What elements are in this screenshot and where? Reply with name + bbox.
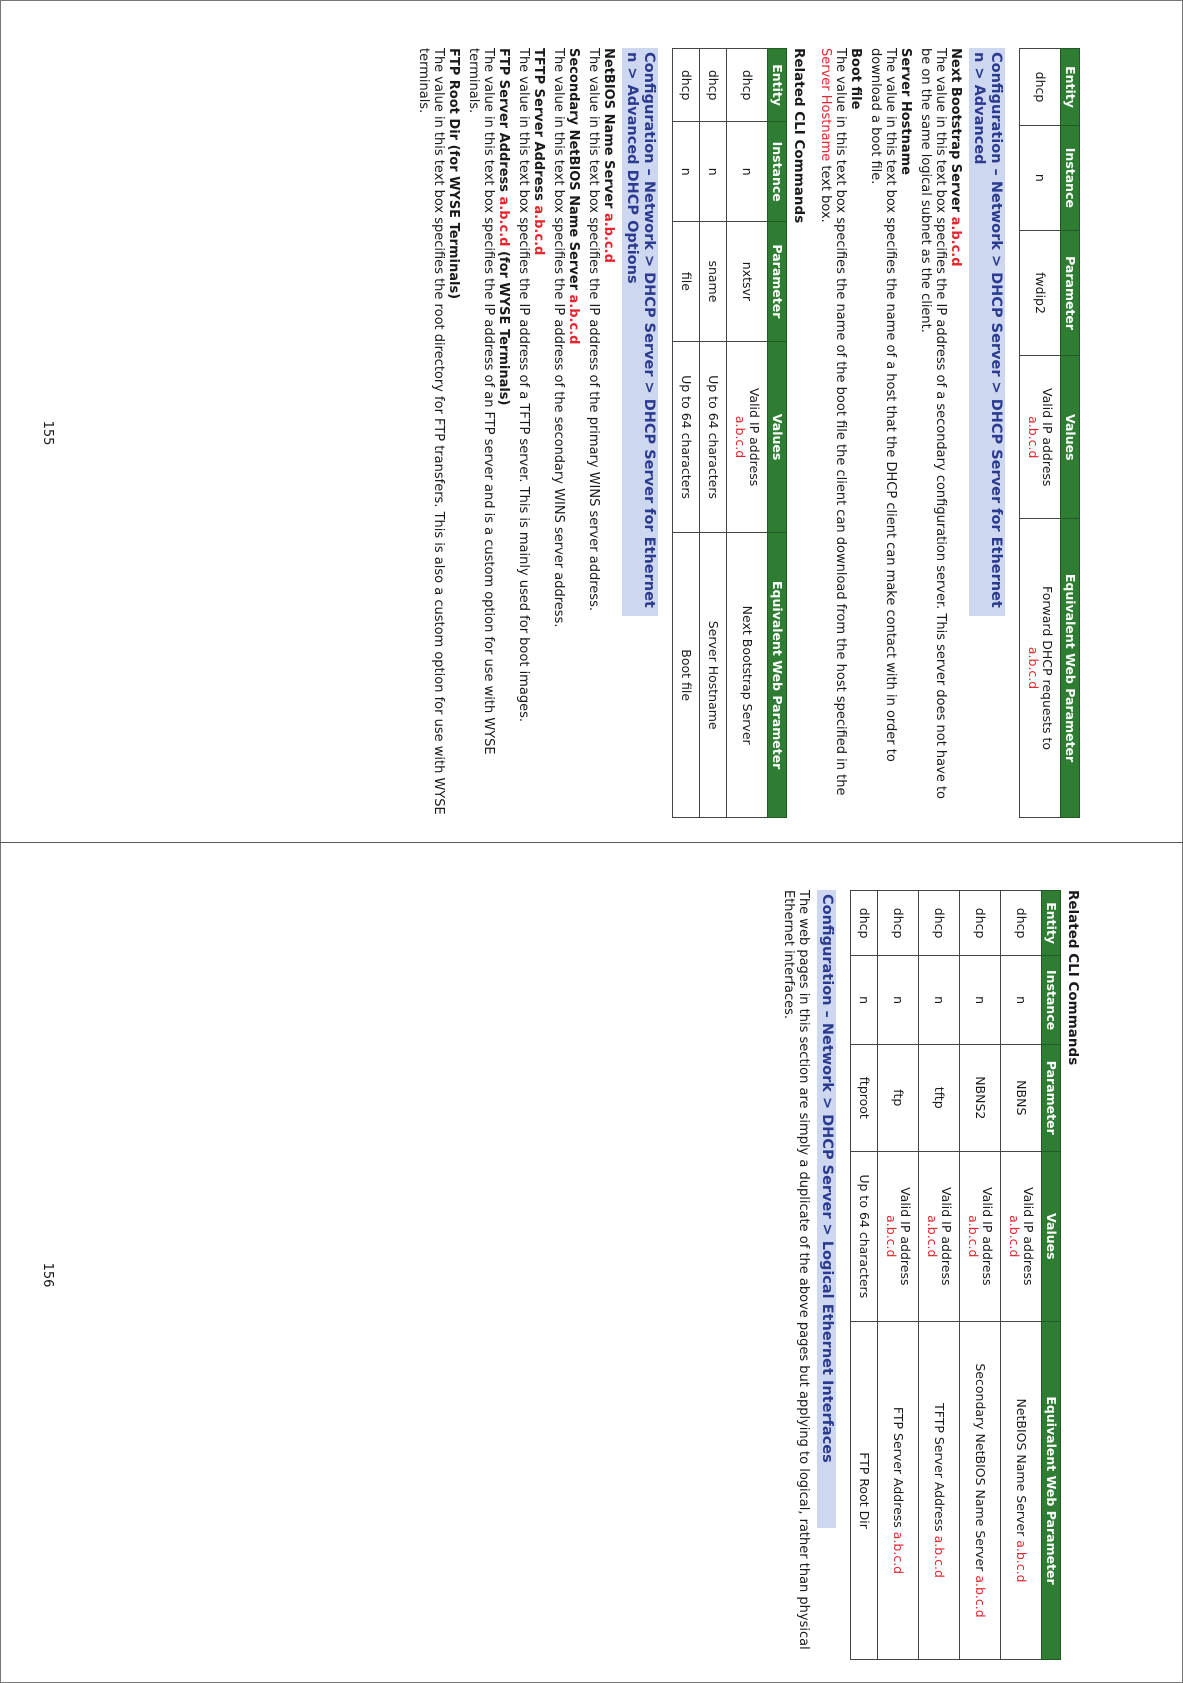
cell-values: Up to 64 characters bbox=[851, 1151, 878, 1321]
table-row bbox=[878, 891, 919, 1660]
values-ip: a.b.c.d bbox=[1007, 1215, 1022, 1258]
netbios-title bbox=[601, 48, 616, 818]
cell-values bbox=[919, 1151, 960, 1321]
values-text: Valid IP address bbox=[1040, 388, 1055, 487]
table-row bbox=[851, 891, 878, 1660]
header-parameter: Parameter bbox=[1061, 230, 1080, 356]
cell-values bbox=[878, 1151, 919, 1321]
cell-instance: n bbox=[919, 956, 960, 1045]
cell-entity: dhcp bbox=[960, 891, 1001, 956]
web-text: Forward DHCP requests to bbox=[1040, 586, 1055, 751]
secondary-netbios-title bbox=[566, 48, 581, 818]
cell-parameter: NBNS bbox=[1001, 1045, 1042, 1152]
ftp-root-title: FTP Root Dir (for WYSE Terminals) bbox=[446, 48, 461, 300]
section-heading-dhcp-options: Configuration – Network > DHCP Server > DHCP Server for Ethernet n > Advanced DHCP Options bbox=[622, 48, 658, 616]
cell-parameter: sname bbox=[700, 222, 727, 342]
cell-parameter: ftp bbox=[878, 1045, 919, 1152]
cell-values bbox=[1001, 1151, 1042, 1321]
logical-interfaces-text: The web pages in this section are simply a duplicate of the above pages but applying to logical, rather than physical Ethernet interfaces. bbox=[781, 890, 811, 1650]
values-text: Valid IP address bbox=[980, 1187, 995, 1286]
cell-web bbox=[878, 1322, 919, 1660]
header-instance: Instance bbox=[768, 122, 787, 222]
secondary-netbios-text: The value in this text box specifies the IP address of the secondary WINS server address. bbox=[551, 48, 566, 628]
cell-entity: dhcp bbox=[673, 49, 700, 122]
server-hostname-title: Server Hostname bbox=[898, 48, 913, 175]
boot-file-text bbox=[818, 48, 848, 818]
table-row bbox=[1020, 49, 1061, 818]
boot-file-text-b: text box. bbox=[818, 165, 833, 223]
title-suffix: (for WYSE Terminals) bbox=[496, 250, 511, 406]
table-header-row bbox=[1061, 49, 1080, 818]
table-header-row bbox=[1042, 891, 1061, 1660]
web-ip: a.b.c.d bbox=[973, 1575, 988, 1618]
cell-instance: n bbox=[851, 956, 878, 1045]
title-ip: a.b.c.d bbox=[601, 212, 616, 263]
cell-instance: n bbox=[727, 122, 768, 222]
title-text: Secondary NetBIOS Name Server bbox=[566, 48, 581, 290]
boot-file-text-a: The value in this text box specifies the name of the boot file the client can download from the host specified in the bbox=[833, 48, 848, 796]
tftp-title bbox=[531, 48, 546, 818]
cell-entity: dhcp bbox=[1020, 49, 1061, 126]
cell-web bbox=[960, 1322, 1001, 1660]
cell-instance: n bbox=[960, 956, 1001, 1045]
header-entity: Entity bbox=[1042, 891, 1061, 956]
table-header-row bbox=[768, 49, 787, 818]
section-heading-logical-interfaces: Configuration – Network > DHCP Server > Logical Ethernet Interfaces bbox=[817, 890, 836, 1528]
values-ip: a.b.c.d bbox=[925, 1215, 940, 1258]
web-ip: a.b.c.d bbox=[932, 1535, 947, 1578]
web-ip: a.b.c.d bbox=[891, 1531, 906, 1575]
cell-entity: dhcp bbox=[851, 891, 878, 956]
cell-web: Boot file bbox=[673, 533, 700, 818]
cell-instance: n bbox=[1001, 956, 1042, 1045]
cell-web bbox=[1020, 519, 1061, 818]
cell-parameter: file bbox=[673, 222, 700, 342]
web-ip: a.b.c.d bbox=[1026, 646, 1041, 690]
header-entity: Entity bbox=[1061, 49, 1080, 126]
cell-instance: n bbox=[1020, 125, 1061, 230]
values-text: Valid IP address bbox=[939, 1187, 954, 1286]
header-values: Values bbox=[1042, 1151, 1061, 1321]
values-ip: a.b.c.d bbox=[884, 1215, 899, 1258]
header-parameter: Parameter bbox=[1042, 1045, 1061, 1152]
netbios-text: The value in this text box specifies the IP address of the primary WINS server address. bbox=[586, 48, 601, 611]
cell-web: Server Hostname bbox=[700, 533, 727, 818]
header-entity: Entity bbox=[768, 49, 787, 122]
cell-parameter: nxtsvr bbox=[727, 222, 768, 342]
table-row bbox=[919, 891, 960, 1660]
web-ip: a.b.c.d bbox=[1014, 1540, 1029, 1583]
header-values: Values bbox=[1061, 356, 1080, 519]
cell-web: Next Bootstrap Server bbox=[727, 533, 768, 818]
web-text: FTP Server Address bbox=[891, 1406, 906, 1528]
next-bootstrap-text: The value in this text box specifies the IP address of a secondary configuration server. This server does not have to be on the same logical subnet as the client. bbox=[918, 48, 948, 800]
cell-entity: dhcp bbox=[1001, 891, 1042, 956]
web-text: Secondary NetBIOS Name Server bbox=[973, 1363, 988, 1572]
table-row bbox=[673, 49, 700, 818]
header-instance: Instance bbox=[1061, 125, 1080, 230]
related-cli-heading: Related CLI Commands bbox=[1065, 890, 1081, 1066]
cell-entity: dhcp bbox=[700, 49, 727, 122]
title-text: FTP Server Address bbox=[496, 48, 511, 192]
boot-file-title: Boot file bbox=[848, 48, 863, 110]
title-text: TFTP Server Address bbox=[531, 48, 546, 201]
cell-entity: dhcp bbox=[878, 891, 919, 956]
related-cli-heading: Related CLI Commands bbox=[791, 48, 807, 224]
title-text: NetBIOS Name Server bbox=[601, 48, 616, 209]
header-web-parameter: Equivalent Web Parameter bbox=[1042, 1322, 1061, 1660]
page-155 bbox=[40, 48, 1080, 818]
ftp-root-text: The value in this text box specifies the root directory for FTP transfers. This is also a custom option for use with WYSE terminals. bbox=[416, 48, 446, 815]
cli-table-fwdip2 bbox=[1019, 48, 1080, 818]
title-ip: a.b.c.d bbox=[496, 196, 511, 247]
cell-values bbox=[1020, 356, 1061, 519]
cell-parameter: fwdip2 bbox=[1020, 230, 1061, 356]
cell-values bbox=[727, 341, 768, 533]
cell-entity: dhcp bbox=[919, 891, 960, 956]
table-row bbox=[700, 49, 727, 818]
page-156 bbox=[40, 890, 1080, 1660]
server-hostname-ref: Server Hostname bbox=[818, 48, 833, 162]
page-divider bbox=[0, 842, 1183, 843]
cell-web: FTP Root Dir bbox=[851, 1322, 878, 1660]
values-ip: a.b.c.d bbox=[733, 415, 748, 459]
values-text: Valid IP address bbox=[747, 387, 762, 487]
values-text: Valid IP address bbox=[1021, 1187, 1036, 1286]
table-row bbox=[1001, 891, 1042, 1660]
header-parameter: Parameter bbox=[768, 222, 787, 342]
cell-web bbox=[919, 1322, 960, 1660]
header-web-parameter: Equivalent Web Parameter bbox=[1061, 519, 1080, 818]
title-text: Next Bootstrap Server bbox=[948, 48, 963, 213]
title-ip: a.b.c.d bbox=[948, 216, 963, 267]
table-row bbox=[960, 891, 1001, 1660]
cell-instance: n bbox=[878, 956, 919, 1045]
values-ip: a.b.c.d bbox=[966, 1215, 981, 1258]
ftp-server-title bbox=[496, 48, 511, 818]
cell-instance: n bbox=[673, 122, 700, 222]
title-ip: a.b.c.d bbox=[531, 205, 546, 256]
section-heading-advanced: Configuration – Network > DHCP Server > DHCP Server for Ethernet n > Advanced bbox=[969, 48, 1005, 616]
cell-values: Up to 64 characters bbox=[700, 341, 727, 533]
header-instance: Instance bbox=[1042, 956, 1061, 1045]
web-text: TFTP Server Address bbox=[932, 1403, 947, 1532]
ftp-server-text: The value in this text box specifies the IP address of an FTP server and is a custom option for use with WYSE terminals. bbox=[466, 48, 496, 755]
cli-table-dhcp-options bbox=[850, 890, 1061, 1660]
next-bootstrap-title bbox=[948, 48, 963, 818]
cell-entity: dhcp bbox=[727, 49, 768, 122]
page-number: 156 bbox=[40, 1262, 55, 1288]
table-row bbox=[727, 49, 768, 818]
cell-values: Up to 64 characters bbox=[673, 341, 700, 533]
cell-parameter: ftproot bbox=[851, 1045, 878, 1152]
cell-values bbox=[960, 1151, 1001, 1321]
cell-instance: n bbox=[700, 122, 727, 222]
server-hostname-text: The value in this text box specifies the name of a host that the DHCP client can make contact with in order to download a boot file. bbox=[868, 48, 898, 762]
web-text: NetBIOS Name Server bbox=[1014, 1398, 1029, 1537]
page-number: 155 bbox=[40, 420, 55, 446]
values-text: Valid IP address bbox=[898, 1187, 913, 1286]
header-web-parameter: Equivalent Web Parameter bbox=[768, 533, 787, 818]
tftp-text: The value in this text box specifies the IP address of a TFTP server. This is mainly used for boot images. bbox=[516, 48, 531, 722]
header-values: Values bbox=[768, 341, 787, 533]
cell-parameter: NBNS2 bbox=[960, 1045, 1001, 1152]
cli-table-advanced bbox=[672, 48, 787, 818]
cell-parameter: tftp bbox=[919, 1045, 960, 1152]
title-ip: a.b.c.d bbox=[566, 294, 581, 345]
cell-web bbox=[1001, 1322, 1042, 1660]
values-ip: a.b.c.d bbox=[1026, 416, 1041, 459]
